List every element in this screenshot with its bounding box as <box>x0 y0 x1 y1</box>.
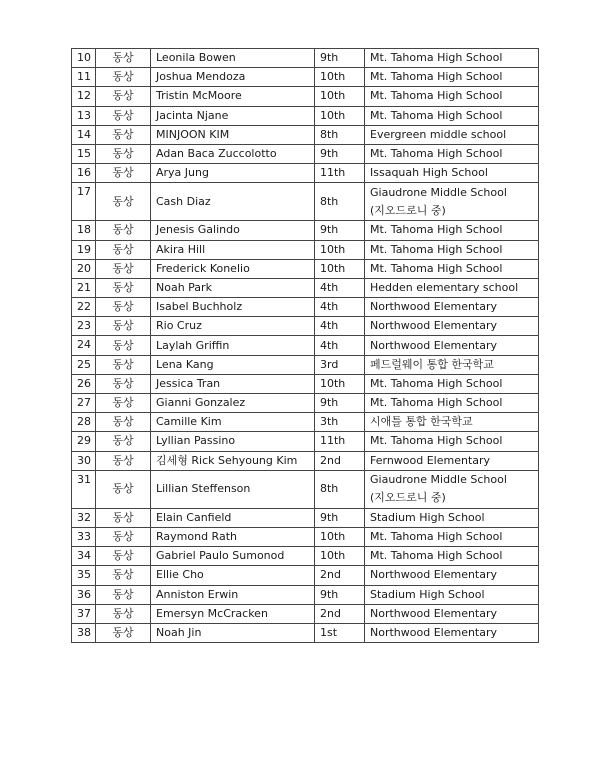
award-cell: 동상 <box>96 470 151 508</box>
row-number-cell: 27 <box>72 394 96 413</box>
table-row <box>72 432 539 451</box>
award-cell: 동상 <box>96 221 151 240</box>
school-cell: Mt. Tahoma High School <box>365 68 539 87</box>
grade-cell: 8th <box>315 125 365 144</box>
student-name-cell: Camille Kim <box>151 413 315 432</box>
school-cell: Stadium High School <box>365 585 539 604</box>
award-cell: 동상 <box>96 278 151 297</box>
school-cell <box>365 470 539 508</box>
student-name-cell: Jenesis Galindo <box>151 221 315 240</box>
table-row <box>72 623 539 642</box>
award-cell: 동상 <box>96 604 151 623</box>
student-name-cell: Leonila Bowen <box>151 49 315 68</box>
school-cell: Northwood Elementary <box>365 623 539 642</box>
award-cell: 동상 <box>96 585 151 604</box>
grade-cell: 9th <box>315 585 365 604</box>
student-name-cell: Ellie Cho <box>151 566 315 585</box>
row-number-cell: 22 <box>72 298 96 317</box>
grade-cell: 4th <box>315 317 365 336</box>
row-number-cell: 28 <box>72 413 96 432</box>
award-cell: 동상 <box>96 451 151 470</box>
school-cell: Issaquah High School <box>365 164 539 183</box>
school-korean-name-line: (지오드로니 중) <box>370 491 446 505</box>
table-row <box>72 508 539 527</box>
award-cell: 동상 <box>96 259 151 278</box>
table-row <box>72 355 539 374</box>
grade-cell: 4th <box>315 278 365 297</box>
table-row <box>72 221 539 240</box>
table-row <box>72 240 539 259</box>
student-name-cell: Anniston Erwin <box>151 585 315 604</box>
row-number-cell: 37 <box>72 604 96 623</box>
row-number-cell: 20 <box>72 259 96 278</box>
row-number-cell: 36 <box>72 585 96 604</box>
row-number-cell: 23 <box>72 317 96 336</box>
award-cell: 동상 <box>96 623 151 642</box>
table-row <box>72 336 539 355</box>
student-name-cell: Noah Jin <box>151 623 315 642</box>
table-row <box>72 298 539 317</box>
school-cell: Mt. Tahoma High School <box>365 259 539 278</box>
school-cell: 시애틀 통합 한국학교 <box>365 413 539 432</box>
student-name-cell: Emersyn McCracken <box>151 604 315 623</box>
table-row <box>72 144 539 163</box>
school-cell: Northwood Elementary <box>365 566 539 585</box>
row-number-cell: 15 <box>72 144 96 163</box>
award-cell: 동상 <box>96 240 151 259</box>
table-row <box>72 87 539 106</box>
grade-cell: 10th <box>315 547 365 566</box>
grade-cell: 4th <box>315 298 365 317</box>
school-cell: Northwood Elementary <box>365 317 539 336</box>
grade-cell: 10th <box>315 259 365 278</box>
table-row <box>72 278 539 297</box>
row-number-cell: 24 <box>72 336 96 355</box>
school-cell: Mt. Tahoma High School <box>365 374 539 393</box>
school-cell: Mt. Tahoma High School <box>365 547 539 566</box>
school-cell: Mt. Tahoma High School <box>365 144 539 163</box>
student-name-cell: Cash Diaz <box>151 183 315 221</box>
school-name-line: Giaudrone Middle School <box>370 473 507 487</box>
row-number-cell: 11 <box>72 68 96 87</box>
school-cell: 페드럴웨이 통합 한국학교 <box>365 355 539 374</box>
student-name-cell: Joshua Mendoza <box>151 68 315 87</box>
grade-cell: 1st <box>315 623 365 642</box>
student-name-cell: Jacinta Njane <box>151 106 315 125</box>
grade-cell: 9th <box>315 144 365 163</box>
row-number-cell: 32 <box>72 508 96 527</box>
school-cell: Fernwood Elementary <box>365 451 539 470</box>
student-name-cell: Laylah Griffin <box>151 336 315 355</box>
student-name-cell: Noah Park <box>151 278 315 297</box>
grade-cell: 9th <box>315 508 365 527</box>
row-number-cell: 19 <box>72 240 96 259</box>
award-cell: 동상 <box>96 68 151 87</box>
school-cell: Hedden elementary school <box>365 278 539 297</box>
grade-cell: 9th <box>315 221 365 240</box>
student-name-cell: Rio Cruz <box>151 317 315 336</box>
table-row <box>72 451 539 470</box>
grade-cell: 2nd <box>315 451 365 470</box>
student-name-cell: Tristin McMoore <box>151 87 315 106</box>
grade-cell: 10th <box>315 374 365 393</box>
award-cell: 동상 <box>96 394 151 413</box>
row-number-cell: 18 <box>72 221 96 240</box>
student-name-cell: Isabel Buchholz <box>151 298 315 317</box>
student-name-cell: Gabriel Paulo Sumonod <box>151 547 315 566</box>
school-cell: Northwood Elementary <box>365 298 539 317</box>
award-cell: 동상 <box>96 413 151 432</box>
award-cell: 동상 <box>96 164 151 183</box>
student-name-cell: MINJOON KIM <box>151 125 315 144</box>
table-row <box>72 394 539 413</box>
award-cell: 동상 <box>96 508 151 527</box>
awards-table-body <box>72 49 539 643</box>
school-korean-name-line: (지오드로니 중) <box>370 203 446 217</box>
school-cell: Mt. Tahoma High School <box>365 106 539 125</box>
student-name-cell: Frederick Konelio <box>151 259 315 278</box>
table-row <box>72 527 539 546</box>
student-name-cell: 김세형 Rick Sehyoung Kim <box>151 451 315 470</box>
table-row <box>72 259 539 278</box>
grade-cell: 11th <box>315 432 365 451</box>
student-name-cell: Adan Baca Zuccolotto <box>151 144 315 163</box>
table-row <box>72 183 539 221</box>
grade-cell: 2nd <box>315 604 365 623</box>
grade-cell: 3rd <box>315 355 365 374</box>
awards-table <box>71 48 539 643</box>
award-cell: 동상 <box>96 144 151 163</box>
award-cell: 동상 <box>96 87 151 106</box>
school-cell: Mt. Tahoma High School <box>365 49 539 68</box>
row-number-cell: 38 <box>72 623 96 642</box>
row-number-cell: 26 <box>72 374 96 393</box>
table-row <box>72 566 539 585</box>
row-number-cell: 30 <box>72 451 96 470</box>
table-row <box>72 547 539 566</box>
table-row <box>72 413 539 432</box>
grade-cell: 11th <box>315 164 365 183</box>
grade-cell: 10th <box>315 527 365 546</box>
award-cell: 동상 <box>96 106 151 125</box>
table-row <box>72 374 539 393</box>
student-name-cell: Lillian Steffenson <box>151 470 315 508</box>
student-name-cell: Elain Canfield <box>151 508 315 527</box>
row-number-cell: 17 <box>72 183 96 221</box>
row-number-cell: 34 <box>72 547 96 566</box>
award-cell: 동상 <box>96 125 151 144</box>
row-number-cell: 13 <box>72 106 96 125</box>
row-number-cell: 16 <box>72 164 96 183</box>
award-cell: 동상 <box>96 298 151 317</box>
row-number-cell: 35 <box>72 566 96 585</box>
award-cell: 동상 <box>96 336 151 355</box>
grade-cell: 10th <box>315 87 365 106</box>
school-cell: Mt. Tahoma High School <box>365 527 539 546</box>
award-cell: 동상 <box>96 355 151 374</box>
school-cell: Mt. Tahoma High School <box>365 240 539 259</box>
school-cell <box>365 183 539 221</box>
student-name-cell: Raymond Rath <box>151 527 315 546</box>
school-cell: Mt. Tahoma High School <box>365 87 539 106</box>
student-name-cell: Akira Hill <box>151 240 315 259</box>
student-name-cell: Arya Jung <box>151 164 315 183</box>
award-cell: 동상 <box>96 566 151 585</box>
award-cell: 동상 <box>96 317 151 336</box>
grade-cell: 10th <box>315 68 365 87</box>
table-row <box>72 470 539 508</box>
grade-cell: 2nd <box>315 566 365 585</box>
award-cell: 동상 <box>96 432 151 451</box>
student-name-cell: Lena Kang <box>151 355 315 374</box>
award-cell: 동상 <box>96 183 151 221</box>
row-number-cell: 29 <box>72 432 96 451</box>
row-number-cell: 25 <box>72 355 96 374</box>
row-number-cell: 14 <box>72 125 96 144</box>
school-cell: Evergreen middle school <box>365 125 539 144</box>
table-row <box>72 106 539 125</box>
row-number-cell: 10 <box>72 49 96 68</box>
award-cell: 동상 <box>96 374 151 393</box>
table-row <box>72 604 539 623</box>
table-row <box>72 49 539 68</box>
school-cell: Mt. Tahoma High School <box>365 221 539 240</box>
grade-cell: 8th <box>315 470 365 508</box>
school-cell: Mt. Tahoma High School <box>365 394 539 413</box>
row-number-cell: 12 <box>72 87 96 106</box>
grade-cell: 4th <box>315 336 365 355</box>
table-row <box>72 164 539 183</box>
row-number-cell: 31 <box>72 470 96 508</box>
grade-cell: 10th <box>315 240 365 259</box>
award-cell: 동상 <box>96 527 151 546</box>
school-cell: Northwood Elementary <box>365 336 539 355</box>
table-row <box>72 125 539 144</box>
grade-cell: 8th <box>315 183 365 221</box>
award-cell: 동상 <box>96 547 151 566</box>
row-number-cell: 21 <box>72 278 96 297</box>
grade-cell: 10th <box>315 106 365 125</box>
student-name-cell: Jessica Tran <box>151 374 315 393</box>
table-row <box>72 68 539 87</box>
school-cell: Mt. Tahoma High School <box>365 432 539 451</box>
table-row <box>72 585 539 604</box>
grade-cell: 9th <box>315 394 365 413</box>
award-cell: 동상 <box>96 49 151 68</box>
school-name-line: Giaudrone Middle School <box>370 185 507 199</box>
school-cell: Stadium High School <box>365 508 539 527</box>
student-name-cell: Gianni Gonzalez <box>151 394 315 413</box>
student-name-cell: Lyllian Passino <box>151 432 315 451</box>
table-row <box>72 317 539 336</box>
row-number-cell: 33 <box>72 527 96 546</box>
grade-cell: 9th <box>315 49 365 68</box>
school-cell: Northwood Elementary <box>365 604 539 623</box>
grade-cell: 3th <box>315 413 365 432</box>
